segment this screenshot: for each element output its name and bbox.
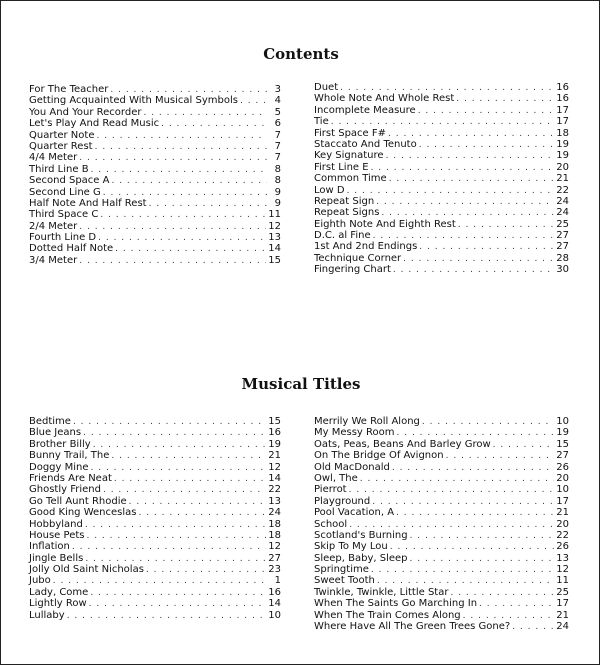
- entry-title: Inflation: [29, 541, 70, 553]
- dot-leader: [143, 108, 267, 119]
- dot-leader: [100, 210, 266, 221]
- toc-entry: [314, 264, 569, 275]
- entry-title: Eighth Note And Eighth Rest: [314, 218, 456, 230]
- dot-leader: [79, 153, 267, 164]
- dot-leader: [73, 417, 266, 428]
- dot-leader: [161, 119, 267, 130]
- entry-page-number: 21: [556, 609, 569, 621]
- dot-leader: [79, 256, 266, 267]
- entry-title: Go Tell Aunt Rhodie: [29, 495, 127, 507]
- dot-leader: [456, 94, 554, 105]
- entry-page-number: 20: [556, 472, 569, 484]
- contents-left-column: [29, 84, 281, 266]
- entry-title: Repeat Signs: [314, 207, 380, 219]
- entry-page-number: 7: [274, 140, 281, 152]
- entry-page-number: 22: [268, 484, 281, 496]
- entry-page-number: 19: [556, 150, 569, 162]
- entry-page-number: 14: [268, 472, 281, 484]
- dot-leader: [392, 463, 554, 474]
- toc-entry: [314, 484, 569, 495]
- contents-right-column: [314, 82, 569, 276]
- entry-page-number: 13: [268, 232, 281, 244]
- entry-title: D.C. al Fine: [314, 230, 371, 242]
- toc-entry: [314, 564, 569, 575]
- dot-leader: [86, 531, 266, 542]
- toc-entry: [314, 587, 569, 598]
- entry-title: My Messy Room: [314, 427, 395, 439]
- dot-leader: [91, 463, 267, 474]
- entry-title: When The Saints Go Marching In: [314, 598, 478, 610]
- toc-entry: [314, 621, 569, 632]
- entry-title: Lullaby: [29, 609, 65, 621]
- dot-leader: [114, 474, 266, 485]
- dot-leader: [372, 497, 554, 508]
- entry-title: Where Have All The Green Trees Gone?: [314, 621, 511, 633]
- toc-entry: [314, 162, 569, 173]
- dot-leader: [371, 163, 555, 174]
- toc-entry: [29, 232, 281, 243]
- dot-leader: [72, 542, 266, 553]
- musical-titles-left-column: [29, 416, 281, 621]
- toc-entry: [314, 185, 569, 196]
- entry-page-number: 21: [556, 507, 569, 519]
- toc-entry: [29, 107, 281, 118]
- toc-entry: [314, 150, 569, 161]
- dot-leader: [493, 440, 555, 451]
- toc-entry: [29, 427, 281, 438]
- entry-title: 1st And 2nd Endings: [314, 241, 418, 253]
- dot-leader: [371, 565, 554, 576]
- dot-leader: [446, 451, 555, 462]
- entry-page-number: 16: [556, 82, 569, 93]
- entry-title: Ghostly Friend: [29, 484, 101, 496]
- dot-leader: [410, 531, 555, 542]
- entry-page-number: 27: [268, 552, 281, 564]
- toc-entry: [29, 450, 281, 461]
- entry-page-number: 22: [556, 184, 569, 196]
- entry-title: For The Teacher: [29, 84, 109, 95]
- entry-title: Jolly Old Saint Nicholas: [29, 564, 144, 576]
- toc-entry: [314, 519, 569, 530]
- toc-entry: [314, 598, 569, 609]
- entry-page-number: 9: [274, 197, 281, 209]
- entry-title: Doggy Mine: [29, 461, 89, 473]
- entry-title: Brother Billy: [29, 438, 91, 450]
- entry-page-number: 26: [556, 461, 569, 473]
- toc-entry: [29, 496, 281, 507]
- entry-title: Jingle Bells: [29, 552, 84, 564]
- entry-page-number: 24: [556, 621, 569, 633]
- entry-title: You And Your Recorder: [29, 106, 142, 118]
- entry-title: Merrily We Roll Along: [314, 416, 420, 427]
- entry-page-number: 25: [556, 218, 569, 230]
- toc-entry: [29, 473, 281, 484]
- entry-page-number: 16: [556, 93, 569, 105]
- toc-entry: [314, 219, 569, 230]
- toc-entry: [29, 141, 281, 152]
- toc-entry: [314, 241, 569, 252]
- toc-entry: [314, 473, 569, 484]
- entry-page-number: 10: [556, 416, 569, 427]
- entry-title: On The Bridge Of Avignon: [314, 450, 444, 462]
- toc-entry: [314, 610, 569, 621]
- entry-title: Quarter Rest: [29, 140, 93, 152]
- toc-entry: [314, 82, 569, 93]
- toc-entry: [314, 439, 569, 450]
- dot-leader: [129, 497, 267, 508]
- dot-leader: [111, 176, 267, 187]
- dot-leader: [419, 242, 554, 253]
- dot-leader: [98, 233, 266, 244]
- entry-page-number: 24: [268, 507, 281, 519]
- toc-entry: [314, 575, 569, 586]
- entry-page-number: 30: [556, 264, 569, 276]
- toc-entry: [314, 530, 569, 541]
- entry-title: Sleep, Baby, Sleep: [314, 552, 408, 564]
- dot-leader: [360, 474, 554, 485]
- dot-leader: [458, 220, 554, 231]
- entry-title: Staccato And Tenuto: [314, 138, 417, 150]
- entry-title: 2/4 Meter: [29, 220, 78, 232]
- entry-title: Hobbyland: [29, 518, 83, 530]
- entry-title: Springtime: [314, 564, 369, 576]
- entry-title: Good King Wenceslas: [29, 507, 137, 519]
- entry-title: Key Signature: [314, 150, 384, 162]
- dot-leader: [389, 174, 555, 185]
- entry-title: Half Note And Half Rest: [29, 197, 147, 209]
- toc-entry: [314, 116, 569, 127]
- toc-entry: [29, 84, 281, 95]
- entry-title: Oats, Peas, Beans And Barley Grow: [314, 438, 491, 450]
- dot-leader: [396, 508, 554, 519]
- entry-page-number: 26: [556, 541, 569, 553]
- entry-title: Quarter Note: [29, 129, 95, 141]
- toc-entry: [29, 587, 281, 598]
- dot-leader: [103, 485, 266, 496]
- entry-page-number: 5: [274, 106, 281, 118]
- dot-leader: [347, 186, 555, 197]
- entry-page-number: 10: [268, 609, 281, 621]
- entry-page-number: 27: [556, 450, 569, 462]
- dot-leader: [390, 542, 555, 553]
- entry-page-number: 21: [556, 173, 569, 185]
- dot-leader: [349, 485, 555, 496]
- toc-entry: [29, 243, 281, 254]
- entry-page-number: 18: [268, 529, 281, 541]
- entry-page-number: 4: [274, 95, 281, 107]
- dot-leader: [79, 222, 266, 233]
- toc-entry: [29, 484, 281, 495]
- entry-page-number: 19: [556, 427, 569, 439]
- entry-title: Third Space C: [29, 209, 99, 221]
- entry-title: Sweet Tooth: [314, 575, 375, 587]
- toc-entry: [314, 196, 569, 207]
- dot-leader: [512, 622, 554, 633]
- toc-entry: [29, 530, 281, 541]
- entry-page-number: 24: [556, 195, 569, 207]
- entry-title: 3/4 Meter: [29, 254, 78, 266]
- entry-title: House Pets: [29, 529, 85, 541]
- toc-entry: [29, 541, 281, 552]
- toc-entry: [29, 152, 281, 163]
- entry-title: When The Train Comes Along: [314, 609, 461, 621]
- entry-page-number: 15: [268, 416, 281, 427]
- toc-entry: [29, 553, 281, 564]
- entry-page-number: 6: [274, 118, 281, 130]
- dot-leader: [83, 428, 266, 439]
- entry-page-number: 8: [274, 163, 281, 175]
- toc-entry: [29, 462, 281, 473]
- entry-page-number: 20: [556, 518, 569, 530]
- dot-leader: [386, 151, 555, 162]
- entry-page-number: 13: [268, 495, 281, 507]
- toc-entry: [29, 598, 281, 609]
- toc-entry: [29, 610, 281, 621]
- toc-entry: [29, 130, 281, 141]
- entry-page-number: 1: [274, 575, 281, 587]
- dot-leader: [418, 106, 555, 117]
- entry-title: Bunny Trail, The: [29, 450, 110, 462]
- toc-entry: [29, 564, 281, 575]
- entry-page-number: 25: [556, 586, 569, 598]
- entry-title: First Line E: [314, 161, 369, 173]
- entry-page-number: 9: [274, 186, 281, 198]
- entry-title: Duet: [314, 82, 339, 93]
- entry-page-number: 17: [556, 104, 569, 116]
- entry-title: 4/4 Meter: [29, 152, 78, 164]
- toc-entry: [314, 207, 569, 218]
- entry-page-number: 15: [556, 438, 569, 450]
- toc-entry: [314, 507, 569, 518]
- entry-title: Third Line B: [29, 163, 89, 175]
- entry-page-number: 28: [556, 252, 569, 264]
- toc-entry: [314, 173, 569, 184]
- toc-entry: [314, 253, 569, 264]
- toc-entry: [314, 230, 569, 241]
- toc-entry: [29, 575, 281, 586]
- toc-entry: [314, 139, 569, 150]
- dot-leader: [96, 131, 267, 142]
- toc-entry: [29, 507, 281, 518]
- entry-title: Getting Acquainted With Musical Symbols: [29, 95, 238, 107]
- entry-page-number: 14: [268, 243, 281, 255]
- toc-entry: [29, 187, 281, 198]
- entry-title: Friends Are Neat: [29, 472, 112, 484]
- toc-entry: [29, 439, 281, 450]
- dot-leader: [111, 451, 266, 462]
- entry-title: Incomplete Measure: [314, 104, 416, 116]
- entry-page-number: 19: [268, 438, 281, 450]
- toc-entry: [29, 519, 281, 530]
- entry-page-number: 12: [556, 564, 569, 576]
- entry-page-number: 12: [268, 541, 281, 553]
- entry-page-number: 23: [268, 564, 281, 576]
- entry-title: Let's Play And Read Music: [29, 118, 160, 130]
- entry-title: Lady, Come: [29, 586, 89, 598]
- dot-leader: [149, 199, 267, 210]
- entry-title: Common Time: [314, 173, 387, 185]
- entry-title: First Space F#: [314, 127, 387, 139]
- entry-page-number: 7: [274, 152, 281, 164]
- entry-page-number: 27: [556, 230, 569, 242]
- entry-page-number: 17: [556, 116, 569, 128]
- entry-page-number: 24: [556, 207, 569, 219]
- entry-page-number: 17: [556, 598, 569, 610]
- entry-title: Scotland's Burning: [314, 529, 408, 541]
- dot-leader: [115, 244, 266, 255]
- dot-leader: [89, 599, 267, 610]
- musical-titles-right-column: [314, 416, 569, 632]
- entry-page-number: 20: [556, 161, 569, 173]
- dot-leader: [240, 96, 267, 107]
- entry-page-number: 13: [556, 552, 569, 564]
- entry-page-number: 18: [556, 127, 569, 139]
- toc-entry: [29, 175, 281, 186]
- dot-leader: [93, 440, 267, 451]
- dot-leader: [95, 142, 267, 153]
- toc-entry: [314, 128, 569, 139]
- entry-title: Old MacDonald: [314, 461, 390, 473]
- toc-entry: [314, 462, 569, 473]
- dot-leader: [422, 417, 554, 428]
- entry-title: Dotted Half Note: [29, 243, 114, 255]
- dot-leader: [146, 565, 266, 576]
- entry-page-number: 21: [268, 450, 281, 462]
- entry-page-number: 8: [274, 175, 281, 187]
- entry-title: Fingering Chart: [314, 264, 391, 276]
- toc-entry: [314, 553, 569, 564]
- toc-entry: [29, 198, 281, 209]
- toc-entry: [29, 118, 281, 129]
- dot-leader: [393, 265, 554, 276]
- dot-leader: [479, 599, 554, 610]
- entry-title: Bedtime: [29, 416, 71, 427]
- dot-leader: [376, 197, 554, 208]
- entry-title: Jubo: [29, 575, 51, 587]
- entry-title: Twinkle, Twinkle, Little Star: [314, 586, 449, 598]
- toc-entry: [29, 416, 281, 427]
- entry-page-number: 11: [268, 209, 281, 221]
- toc-entry: [314, 105, 569, 116]
- entry-page-number: 16: [268, 586, 281, 598]
- entry-page-number: 3: [274, 84, 281, 95]
- entry-title: School: [314, 518, 348, 530]
- entry-title: Tie: [314, 116, 329, 128]
- entry-title: Technique Corner: [314, 252, 402, 264]
- toc-entry: [29, 209, 281, 220]
- dot-leader: [403, 254, 554, 265]
- entry-page-number: 18: [268, 518, 281, 530]
- entry-page-number: 16: [268, 427, 281, 439]
- entry-title: Pierrot: [314, 484, 347, 496]
- toc-entry: [29, 221, 281, 232]
- entry-page-number: 15: [268, 254, 281, 266]
- toc-entry: [29, 164, 281, 175]
- entry-title: Pool Vacation, A: [314, 507, 395, 519]
- toc-entry: [314, 416, 569, 427]
- entry-page-number: 14: [268, 598, 281, 610]
- entry-page-number: 22: [556, 529, 569, 541]
- dot-leader: [410, 554, 555, 565]
- toc-entry: [314, 496, 569, 507]
- dot-leader: [138, 508, 266, 519]
- entry-title: Whole Note And Whole Rest: [314, 93, 455, 105]
- dot-leader: [91, 165, 267, 176]
- contents-heading: Contents: [263, 45, 339, 63]
- dot-leader: [90, 588, 266, 599]
- entry-title: Lightly Row: [29, 598, 87, 610]
- entry-title: Repeat Sign: [314, 195, 375, 207]
- toc-entry: [314, 541, 569, 552]
- entry-title: Playground: [314, 495, 371, 507]
- entry-page-number: 12: [268, 220, 281, 232]
- entry-page-number: 10: [556, 484, 569, 496]
- entry-title: Skip To My Lou: [314, 541, 388, 553]
- entry-page-number: 17: [556, 495, 569, 507]
- entry-page-number: 7: [274, 129, 281, 141]
- toc-entry: [29, 95, 281, 106]
- musical-titles-heading: Musical Titles: [241, 375, 361, 393]
- toc-entry: [314, 93, 569, 104]
- entry-page-number: 19: [556, 138, 569, 150]
- entry-page-number: 12: [268, 461, 281, 473]
- entry-title: Low D: [314, 184, 345, 196]
- entry-page-number: 27: [556, 241, 569, 253]
- dot-leader: [419, 140, 555, 151]
- toc-entry: [314, 450, 569, 461]
- toc-entry: [29, 255, 281, 266]
- entry-page-number: 11: [556, 575, 569, 587]
- entry-title: Second Line G: [29, 186, 101, 198]
- entry-title: Owl, The: [314, 472, 358, 484]
- dot-leader: [85, 520, 266, 531]
- toc-entry: [314, 427, 569, 438]
- dot-leader: [67, 611, 267, 622]
- entry-title: Fourth Line D: [29, 232, 97, 244]
- entry-title: Second Space A: [29, 175, 110, 187]
- entry-title: Blue Jeans: [29, 427, 82, 439]
